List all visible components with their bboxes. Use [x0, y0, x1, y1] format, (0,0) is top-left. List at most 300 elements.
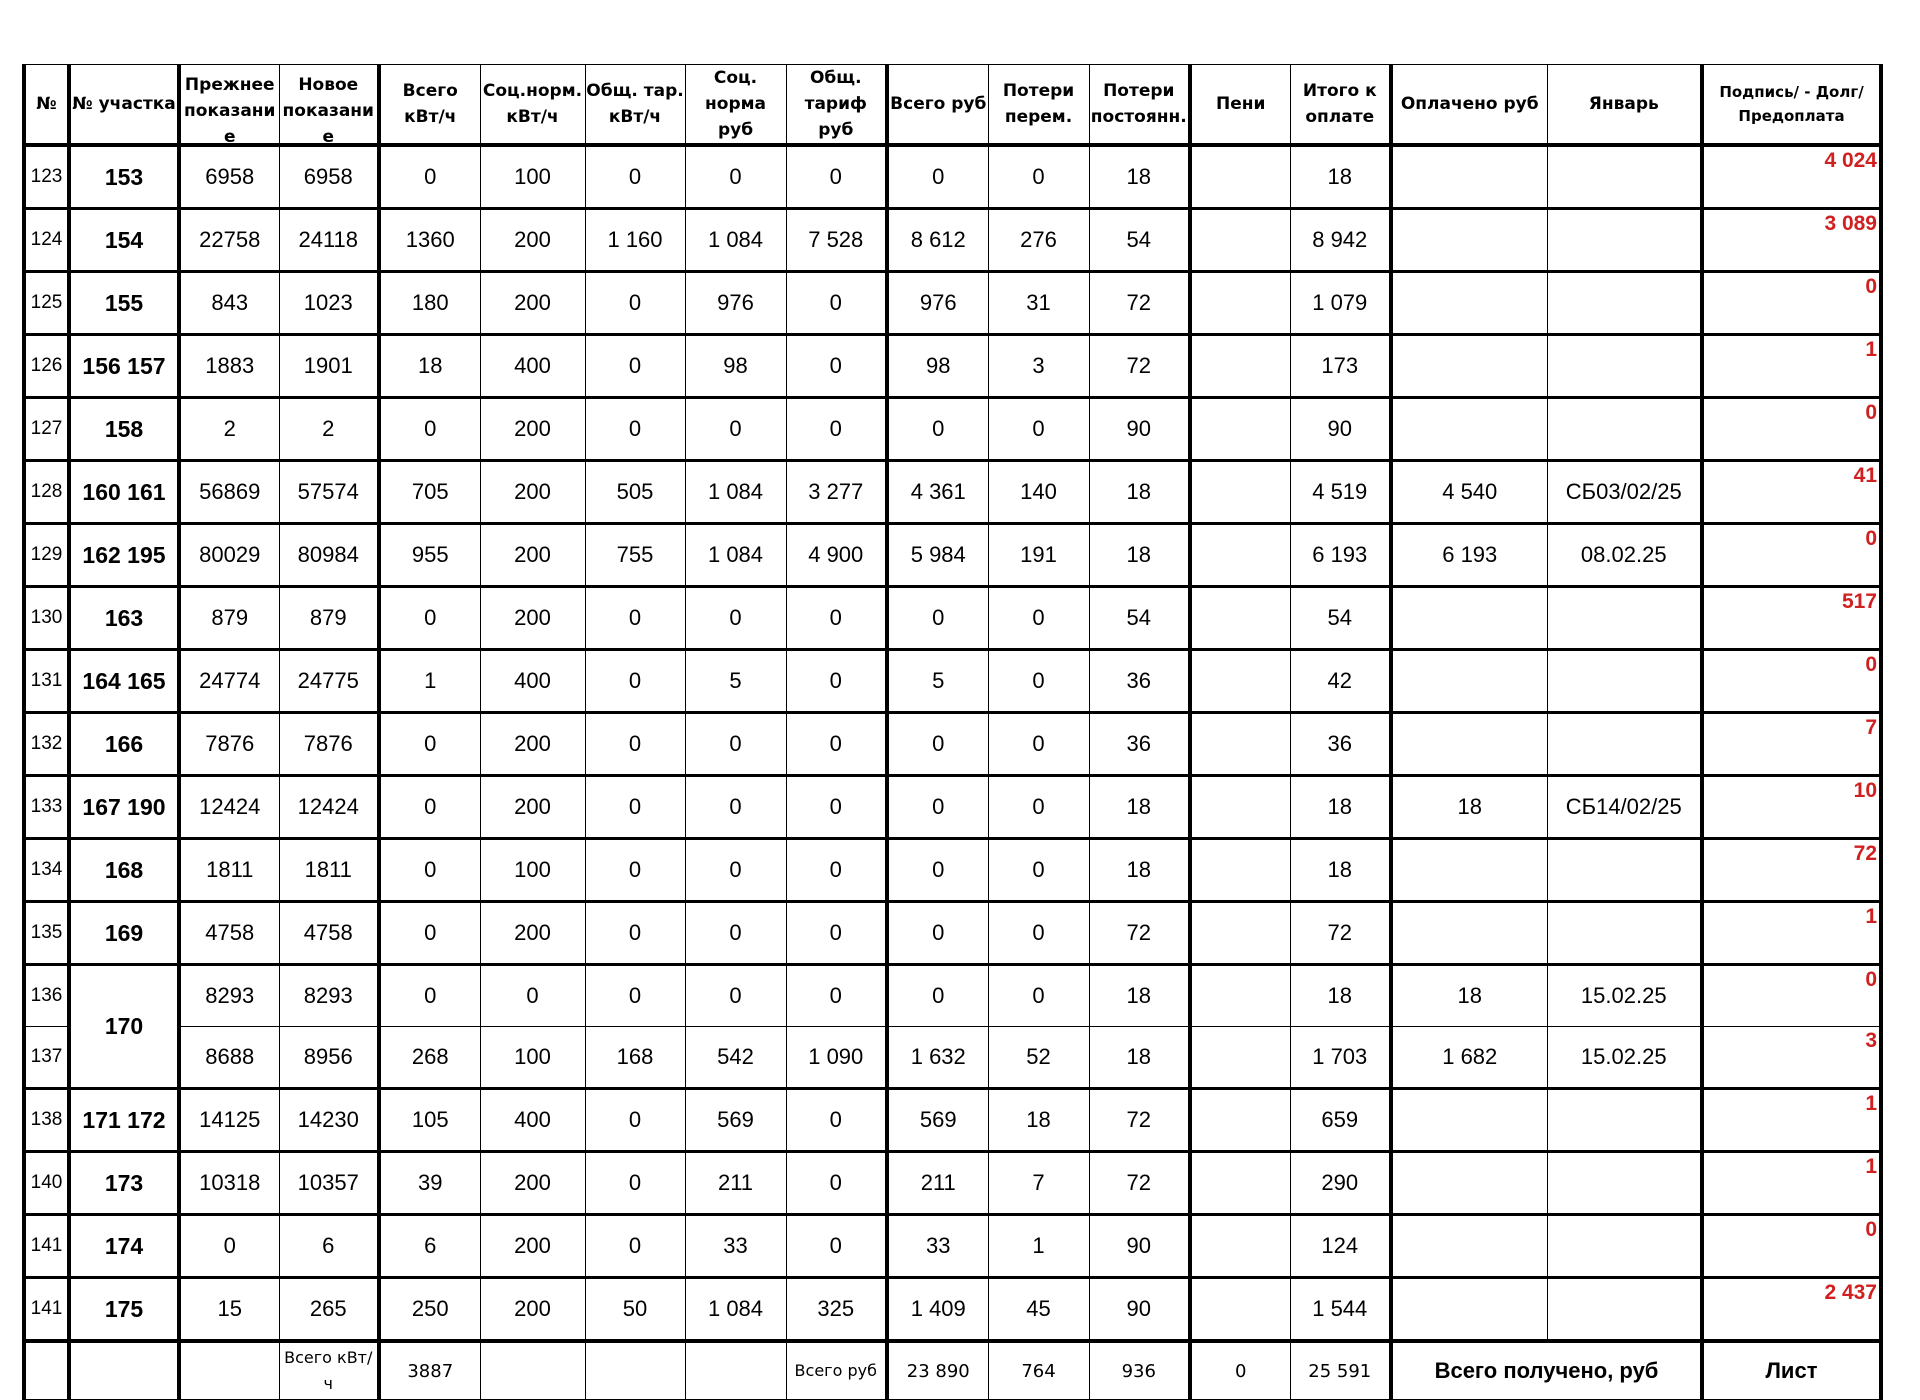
- table-row: [24, 902, 1881, 965]
- cell-to-pay: 8 942: [1290, 209, 1391, 272]
- cell-total-kwh: 1360: [379, 209, 480, 272]
- cell-loss-var: 0: [988, 839, 1089, 902]
- cell-loss-const: 90: [1089, 1215, 1190, 1278]
- cell-soc-norm-kwh: 200: [480, 524, 585, 587]
- table-row: [24, 776, 1881, 839]
- cell-total-rub: 5 984: [887, 524, 988, 587]
- cell-gen-tariff-rub: 0: [786, 272, 887, 335]
- cell-paid: [1391, 1152, 1547, 1215]
- footer-penalty: 0: [1190, 1341, 1290, 1400]
- col-header-month: Январь: [1547, 65, 1702, 146]
- cell-to-pay: 18: [1290, 776, 1391, 839]
- cell-new-reading: 12424: [279, 776, 379, 839]
- cell-paid: [1391, 145, 1547, 209]
- table-row: [24, 145, 1881, 209]
- cell-penalty: [1190, 965, 1290, 1027]
- cell-loss-var: 31: [988, 272, 1089, 335]
- cell-soc-norm-kwh: 200: [480, 713, 585, 776]
- cell-new-reading: 1811: [279, 839, 379, 902]
- cell-total-kwh: 180: [379, 272, 480, 335]
- cell-row-no: 140: [24, 1152, 69, 1215]
- cell-total-rub: 0: [887, 776, 988, 839]
- cell-new-reading: 10357: [279, 1152, 379, 1215]
- cell-total-kwh: 0: [379, 965, 480, 1027]
- cell-debt-prepayment: 0: [1702, 398, 1881, 461]
- cell-paid: [1391, 398, 1547, 461]
- cell-debt-prepayment: 41: [1702, 461, 1881, 524]
- cell-soc-norm-kwh: 200: [480, 1278, 585, 1342]
- cell-loss-const: 90: [1089, 1278, 1190, 1342]
- table-row: [24, 461, 1881, 524]
- cell-debt-prepayment: 3 089: [1702, 209, 1881, 272]
- cell-loss-var: 0: [988, 776, 1089, 839]
- footer-total-rub-label: Всего руб: [786, 1341, 887, 1400]
- cell-debt-prepayment: 1: [1702, 335, 1881, 398]
- cell-loss-var: 18: [988, 1089, 1089, 1152]
- footer-empty-cell: [585, 1341, 685, 1400]
- cell-penalty: [1190, 650, 1290, 713]
- cell-soc-norm-rub: 542: [685, 1027, 786, 1089]
- cell-soc-norm-kwh: 200: [480, 272, 585, 335]
- cell-penalty: [1190, 839, 1290, 902]
- cell-gen-tariff-kwh: 0: [585, 1215, 685, 1278]
- cell-debt-prepayment: 7: [1702, 713, 1881, 776]
- cell-new-reading: 6: [279, 1215, 379, 1278]
- table-footer: [24, 1341, 1881, 1400]
- electricity-billing-table: [22, 64, 1883, 1400]
- footer-empty-cell: [179, 1341, 279, 1400]
- col-header-soc-norm-kwh: Соц.норм. кВт/ч: [480, 65, 585, 146]
- table-row: [24, 713, 1881, 776]
- cell-month-date: [1547, 839, 1702, 902]
- col-header-penalty: Пени: [1190, 65, 1290, 146]
- cell-gen-tariff-rub: 0: [786, 650, 887, 713]
- cell-row-no: 137: [24, 1027, 69, 1089]
- cell-gen-tariff-rub: 0: [786, 1152, 887, 1215]
- cell-plot-number: 162 195: [69, 524, 179, 587]
- cell-row-no: 141: [24, 1278, 69, 1342]
- cell-total-rub: 1 409: [887, 1278, 988, 1342]
- cell-month-date: [1547, 587, 1702, 650]
- footer-total-rub: 23 890: [887, 1341, 988, 1400]
- cell-soc-norm-rub: 1 084: [685, 209, 786, 272]
- cell-penalty: [1190, 1027, 1290, 1089]
- cell-row-no: 127: [24, 398, 69, 461]
- cell-to-pay: 42: [1290, 650, 1391, 713]
- cell-total-kwh: 105: [379, 1089, 480, 1152]
- cell-paid: [1391, 902, 1547, 965]
- table-row: [24, 209, 1881, 272]
- cell-gen-tariff-kwh: 0: [585, 713, 685, 776]
- cell-prev-reading: 6958: [179, 145, 279, 209]
- footer-empty-cell: [24, 1341, 69, 1400]
- cell-gen-tariff-kwh: 505: [585, 461, 685, 524]
- cell-to-pay: 18: [1290, 839, 1391, 902]
- cell-month-date: [1547, 713, 1702, 776]
- cell-soc-norm-rub: 0: [685, 398, 786, 461]
- cell-paid: 18: [1391, 965, 1547, 1027]
- cell-loss-const: 90: [1089, 398, 1190, 461]
- cell-to-pay: 6 193: [1290, 524, 1391, 587]
- footer-received-label: Всего получено, руб: [1391, 1341, 1702, 1400]
- cell-new-reading: 14230: [279, 1089, 379, 1152]
- cell-gen-tariff-rub: 0: [786, 145, 887, 209]
- cell-new-reading: 2: [279, 398, 379, 461]
- cell-prev-reading: 15: [179, 1278, 279, 1342]
- col-header-new-reading: Новое показани е: [279, 65, 379, 146]
- cell-gen-tariff-rub: 3 277: [786, 461, 887, 524]
- table-row: [24, 839, 1881, 902]
- cell-month-date: СБ14/02/25: [1547, 776, 1702, 839]
- cell-debt-prepayment: 1: [1702, 902, 1881, 965]
- cell-gen-tariff-rub: 0: [786, 776, 887, 839]
- cell-gen-tariff-rub: 0: [786, 902, 887, 965]
- cell-soc-norm-kwh: 200: [480, 902, 585, 965]
- cell-month-date: [1547, 335, 1702, 398]
- cell-month-date: 15.02.25: [1547, 965, 1702, 1027]
- cell-prev-reading: 2: [179, 398, 279, 461]
- cell-loss-const: 18: [1089, 776, 1190, 839]
- cell-debt-prepayment: 1: [1702, 1152, 1881, 1215]
- cell-gen-tariff-kwh: 0: [585, 272, 685, 335]
- cell-prev-reading: 4758: [179, 902, 279, 965]
- col-header-gen-tariff-kwh: Общ. тар. кВт/ч: [585, 65, 685, 146]
- cell-total-rub: 98: [887, 335, 988, 398]
- cell-penalty: [1190, 1089, 1290, 1152]
- cell-month-date: 15.02.25: [1547, 1027, 1702, 1089]
- cell-soc-norm-rub: 976: [685, 272, 786, 335]
- cell-debt-prepayment: 72: [1702, 839, 1881, 902]
- cell-loss-var: 0: [988, 587, 1089, 650]
- cell-penalty: [1190, 587, 1290, 650]
- cell-soc-norm-rub: 0: [685, 713, 786, 776]
- cell-gen-tariff-rub: 0: [786, 398, 887, 461]
- cell-month-date: [1547, 1215, 1702, 1278]
- cell-total-rub: 5: [887, 650, 988, 713]
- cell-total-kwh: 705: [379, 461, 480, 524]
- col-header-plot: № участка: [69, 65, 179, 146]
- cell-total-rub: 976: [887, 272, 988, 335]
- cell-gen-tariff-rub: 7 528: [786, 209, 887, 272]
- cell-total-rub: 0: [887, 965, 988, 1027]
- cell-total-kwh: 0: [379, 713, 480, 776]
- cell-loss-var: 3: [988, 335, 1089, 398]
- cell-loss-const: 72: [1089, 1089, 1190, 1152]
- footer-loss-var: 764: [988, 1341, 1089, 1400]
- footer-loss-const: 936: [1089, 1341, 1190, 1400]
- cell-month-date: [1547, 209, 1702, 272]
- cell-loss-const: 18: [1089, 1027, 1190, 1089]
- cell-loss-var: 0: [988, 145, 1089, 209]
- cell-plot-number: 173: [69, 1152, 179, 1215]
- cell-paid: [1391, 1089, 1547, 1152]
- cell-penalty: [1190, 335, 1290, 398]
- cell-total-kwh: 0: [379, 587, 480, 650]
- cell-gen-tariff-rub: 1 090: [786, 1027, 887, 1089]
- cell-total-rub: 0: [887, 713, 988, 776]
- cell-total-kwh: 0: [379, 902, 480, 965]
- col-header-prev-reading: Прежнее показани е: [179, 65, 279, 146]
- table-row: [24, 272, 1881, 335]
- table-body: [24, 145, 1881, 1341]
- cell-loss-var: 7: [988, 1152, 1089, 1215]
- cell-total-kwh: 1: [379, 650, 480, 713]
- footer-to-pay: 25 591: [1290, 1341, 1391, 1400]
- table-header: [24, 65, 1881, 146]
- cell-total-rub: 0: [887, 587, 988, 650]
- cell-new-reading: 24118: [279, 209, 379, 272]
- cell-paid: 18: [1391, 776, 1547, 839]
- cell-debt-prepayment: 2 437: [1702, 1278, 1881, 1342]
- cell-prev-reading: 12424: [179, 776, 279, 839]
- table-row: [24, 1278, 1881, 1342]
- cell-total-rub: 1 632: [887, 1027, 988, 1089]
- cell-paid: [1391, 335, 1547, 398]
- cell-gen-tariff-rub: 0: [786, 587, 887, 650]
- cell-paid: 1 682: [1391, 1027, 1547, 1089]
- cell-loss-var: 0: [988, 713, 1089, 776]
- cell-loss-const: 18: [1089, 524, 1190, 587]
- cell-penalty: [1190, 461, 1290, 524]
- cell-to-pay: 90: [1290, 398, 1391, 461]
- footer-empty-cell: [685, 1341, 786, 1400]
- cell-soc-norm-rub: 0: [685, 839, 786, 902]
- cell-total-kwh: 250: [379, 1278, 480, 1342]
- cell-new-reading: 4758: [279, 902, 379, 965]
- col-header-total-rub: Всего руб: [887, 65, 988, 146]
- cell-paid: [1391, 1215, 1547, 1278]
- footer-total-kwh-label: Всего кВт/ч: [279, 1341, 379, 1400]
- cell-soc-norm-rub: 1 084: [685, 461, 786, 524]
- col-header-total-kwh: Всего кВт/ч: [379, 65, 480, 146]
- cell-penalty: [1190, 776, 1290, 839]
- table-row: [24, 335, 1881, 398]
- col-header-no: №: [24, 65, 69, 146]
- cell-penalty: [1190, 145, 1290, 209]
- cell-penalty: [1190, 1152, 1290, 1215]
- cell-total-rub: 0: [887, 839, 988, 902]
- cell-prev-reading: 0: [179, 1215, 279, 1278]
- footer-empty-cell: [69, 1341, 179, 1400]
- cell-debt-prepayment: 10: [1702, 776, 1881, 839]
- cell-soc-norm-rub: 0: [685, 902, 786, 965]
- cell-soc-norm-rub: 0: [685, 145, 786, 209]
- cell-loss-const: 36: [1089, 650, 1190, 713]
- cell-paid: [1391, 650, 1547, 713]
- cell-total-kwh: 0: [379, 398, 480, 461]
- cell-plot-number: 156 157: [69, 335, 179, 398]
- cell-to-pay: 1 703: [1290, 1027, 1391, 1089]
- cell-soc-norm-rub: 98: [685, 335, 786, 398]
- cell-loss-var: 52: [988, 1027, 1089, 1089]
- cell-soc-norm-kwh: 100: [480, 145, 585, 209]
- cell-gen-tariff-rub: 0: [786, 713, 887, 776]
- cell-debt-prepayment: 0: [1702, 1215, 1881, 1278]
- cell-plot-number: 154: [69, 209, 179, 272]
- cell-paid: [1391, 839, 1547, 902]
- table-row: [24, 1027, 1881, 1089]
- col-header-soc-norm-rub: Соц. норма руб: [685, 65, 786, 146]
- table-row: [24, 650, 1881, 713]
- cell-gen-tariff-rub: 0: [786, 965, 887, 1027]
- cell-new-reading: 80984: [279, 524, 379, 587]
- cell-total-rub: 569: [887, 1089, 988, 1152]
- footer-empty-cell: [480, 1341, 585, 1400]
- cell-loss-const: 72: [1089, 272, 1190, 335]
- cell-soc-norm-kwh: 0: [480, 965, 585, 1027]
- cell-soc-norm-kwh: 400: [480, 1089, 585, 1152]
- cell-to-pay: 659: [1290, 1089, 1391, 1152]
- cell-debt-prepayment: 0: [1702, 965, 1881, 1027]
- cell-paid: [1391, 713, 1547, 776]
- cell-debt-prepayment: 0: [1702, 272, 1881, 335]
- cell-new-reading: 7876: [279, 713, 379, 776]
- cell-row-no: 138: [24, 1089, 69, 1152]
- cell-plot-number: 163: [69, 587, 179, 650]
- cell-soc-norm-kwh: 200: [480, 209, 585, 272]
- cell-soc-norm-kwh: 200: [480, 1215, 585, 1278]
- col-header-paid: Оплачено руб: [1391, 65, 1547, 146]
- cell-plot-number: 160 161: [69, 461, 179, 524]
- cell-row-no: 131: [24, 650, 69, 713]
- cell-month-date: [1547, 1089, 1702, 1152]
- cell-month-date: 08.02.25: [1547, 524, 1702, 587]
- cell-prev-reading: 7876: [179, 713, 279, 776]
- cell-total-kwh: 6: [379, 1215, 480, 1278]
- cell-prev-reading: 8688: [179, 1027, 279, 1089]
- cell-new-reading: 265: [279, 1278, 379, 1342]
- cell-to-pay: 124: [1290, 1215, 1391, 1278]
- cell-new-reading: 8956: [279, 1027, 379, 1089]
- col-header-gen-tariff-rub: Общ. тариф руб: [786, 65, 887, 146]
- cell-gen-tariff-kwh: 0: [585, 1152, 685, 1215]
- cell-gen-tariff-kwh: 0: [585, 650, 685, 713]
- footer-total-kwh: 3887: [379, 1341, 480, 1400]
- cell-plot-number: 174: [69, 1215, 179, 1278]
- cell-loss-var: 276: [988, 209, 1089, 272]
- cell-to-pay: 18: [1290, 965, 1391, 1027]
- cell-row-no: 132: [24, 713, 69, 776]
- cell-prev-reading: 8293: [179, 965, 279, 1027]
- cell-paid: [1391, 272, 1547, 335]
- cell-total-kwh: 0: [379, 839, 480, 902]
- cell-soc-norm-kwh: 200: [480, 398, 585, 461]
- cell-soc-norm-kwh: 400: [480, 650, 585, 713]
- cell-row-no: 141: [24, 1215, 69, 1278]
- cell-soc-norm-rub: 1 084: [685, 524, 786, 587]
- cell-loss-const: 18: [1089, 461, 1190, 524]
- cell-soc-norm-kwh: 200: [480, 776, 585, 839]
- cell-prev-reading: 10318: [179, 1152, 279, 1215]
- cell-gen-tariff-kwh: 0: [585, 587, 685, 650]
- cell-total-rub: 0: [887, 398, 988, 461]
- col-header-sign-debt: Подпись/ - Долг/Предоплата: [1702, 65, 1881, 146]
- cell-to-pay: 36: [1290, 713, 1391, 776]
- cell-loss-const: 54: [1089, 587, 1190, 650]
- cell-debt-prepayment: 0: [1702, 524, 1881, 587]
- cell-total-rub: 0: [887, 902, 988, 965]
- totals-row: [24, 1341, 1881, 1400]
- cell-soc-norm-rub: 1 084: [685, 1278, 786, 1342]
- cell-loss-const: 72: [1089, 902, 1190, 965]
- cell-plot-number: 170: [69, 965, 179, 1089]
- cell-paid: [1391, 209, 1547, 272]
- cell-soc-norm-rub: 569: [685, 1089, 786, 1152]
- cell-loss-const: 18: [1089, 965, 1190, 1027]
- cell-gen-tariff-rub: 4 900: [786, 524, 887, 587]
- cell-row-no: 125: [24, 272, 69, 335]
- cell-month-date: [1547, 650, 1702, 713]
- cell-row-no: 130: [24, 587, 69, 650]
- table-row: [24, 524, 1881, 587]
- cell-prev-reading: 80029: [179, 524, 279, 587]
- table-row: [24, 398, 1881, 461]
- cell-new-reading: 24775: [279, 650, 379, 713]
- col-header-loss-var: Потери перем.: [988, 65, 1089, 146]
- cell-plot-number: 155: [69, 272, 179, 335]
- table-row: [24, 1152, 1881, 1215]
- cell-soc-norm-rub: 0: [685, 587, 786, 650]
- cell-soc-norm-kwh: 200: [480, 1152, 585, 1215]
- cell-total-rub: 211: [887, 1152, 988, 1215]
- cell-prev-reading: 24774: [179, 650, 279, 713]
- cell-to-pay: 1 544: [1290, 1278, 1391, 1342]
- cell-month-date: [1547, 398, 1702, 461]
- cell-paid: 4 540: [1391, 461, 1547, 524]
- cell-month-date: СБ03/02/25: [1547, 461, 1702, 524]
- cell-penalty: [1190, 272, 1290, 335]
- cell-month-date: [1547, 145, 1702, 209]
- cell-row-no: 123: [24, 145, 69, 209]
- cell-gen-tariff-kwh: 50: [585, 1278, 685, 1342]
- cell-plot-number: 169: [69, 902, 179, 965]
- table-row: [24, 965, 1881, 1027]
- cell-soc-norm-rub: 0: [685, 776, 786, 839]
- cell-loss-const: 72: [1089, 335, 1190, 398]
- cell-row-no: 136: [24, 965, 69, 1027]
- cell-loss-var: 140: [988, 461, 1089, 524]
- cell-prev-reading: 879: [179, 587, 279, 650]
- cell-to-pay: 72: [1290, 902, 1391, 965]
- cell-new-reading: 1023: [279, 272, 379, 335]
- cell-soc-norm-kwh: 200: [480, 587, 585, 650]
- cell-soc-norm-kwh: 200: [480, 461, 585, 524]
- cell-total-rub: 4 361: [887, 461, 988, 524]
- cell-total-kwh: 0: [379, 776, 480, 839]
- cell-penalty: [1190, 1278, 1290, 1342]
- cell-loss-var: 45: [988, 1278, 1089, 1342]
- cell-loss-const: 18: [1089, 145, 1190, 209]
- cell-loss-const: 72: [1089, 1152, 1190, 1215]
- cell-gen-tariff-rub: 0: [786, 335, 887, 398]
- cell-paid: [1391, 587, 1547, 650]
- table-row: [24, 1215, 1881, 1278]
- col-header-loss-const: Потери постоянн.: [1089, 65, 1190, 146]
- cell-loss-const: 18: [1089, 839, 1190, 902]
- cell-soc-norm-rub: 5: [685, 650, 786, 713]
- cell-row-no: 135: [24, 902, 69, 965]
- cell-debt-prepayment: 3: [1702, 1027, 1881, 1089]
- cell-plot-number: 164 165: [69, 650, 179, 713]
- cell-to-pay: 173: [1290, 335, 1391, 398]
- cell-loss-var: 191: [988, 524, 1089, 587]
- cell-to-pay: 1 079: [1290, 272, 1391, 335]
- cell-new-reading: 8293: [279, 965, 379, 1027]
- cell-gen-tariff-kwh: 0: [585, 902, 685, 965]
- cell-paid: 6 193: [1391, 524, 1547, 587]
- cell-prev-reading: 56869: [179, 461, 279, 524]
- cell-total-kwh: 18: [379, 335, 480, 398]
